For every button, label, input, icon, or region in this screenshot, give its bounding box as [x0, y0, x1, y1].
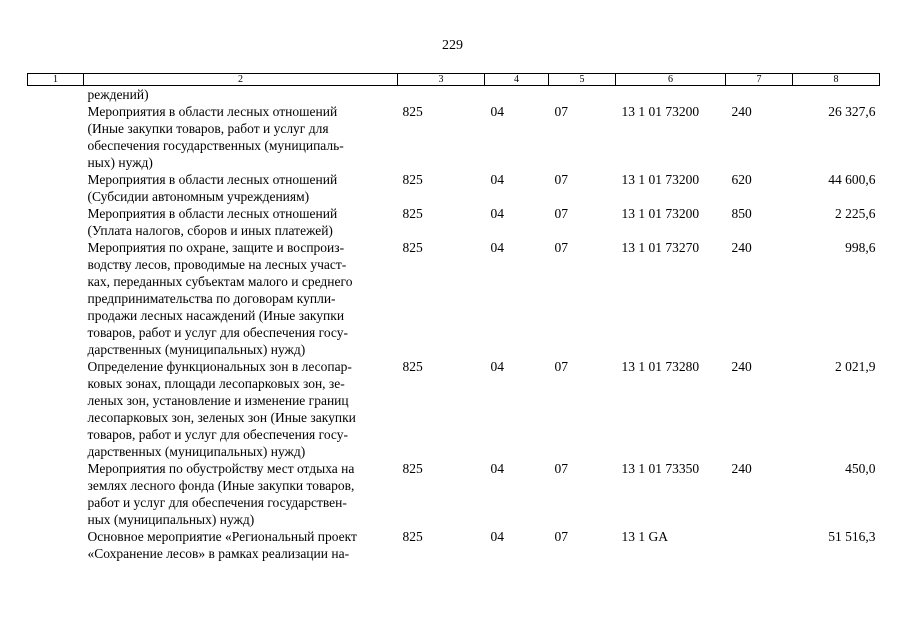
- description-line: работ и услуг для обеспечения государствен-: [87, 495, 347, 510]
- row-section: 04: [490, 240, 504, 255]
- row-section: [485, 86, 549, 104]
- description-line: (Уплата налогов, сборов и иных платежей): [87, 223, 333, 238]
- row-ministry-code: 825: [402, 240, 423, 255]
- row-amount: 2 021,9: [835, 359, 876, 374]
- header-col-1: 1: [28, 74, 84, 86]
- row-ministry-code: 825: [402, 104, 423, 119]
- row-subsection: 07: [554, 359, 568, 374]
- description-line: Мероприятия в области лесных отношений: [87, 172, 338, 187]
- header-col-4: 4: [485, 74, 549, 86]
- row-section: 04: [490, 104, 504, 119]
- row-target-article: 13 1 01 73200: [621, 104, 700, 119]
- row-subsection: [549, 86, 616, 104]
- description-line: товаров, работ и услуг для обеспечения госу-: [87, 325, 348, 340]
- row-section: 04: [490, 206, 504, 221]
- description-line: предпринимательства по договорам купли-: [87, 291, 336, 306]
- table-row: [28, 460, 880, 528]
- row-amount: 998,6: [845, 240, 876, 255]
- description-line: Основное мероприятие «Региональный проект: [87, 529, 357, 544]
- row-description: [84, 205, 398, 239]
- header-col-8: 8: [793, 74, 880, 86]
- row-subsection: 07: [554, 240, 568, 255]
- description-line: дарственных (муниципальных) нужд): [87, 444, 306, 459]
- table-body: [28, 86, 880, 563]
- description-line: ковых зонах, площади лесопарковых зон, зе-: [87, 376, 345, 391]
- row-col-1: [28, 103, 84, 171]
- description-line: «Сохранение лесов» в рамках реализации на-: [87, 546, 350, 561]
- row-section: 04: [490, 359, 504, 374]
- header-col-2: 2: [84, 74, 398, 86]
- row-expense-type: 240: [731, 240, 752, 255]
- description-line: продажи лесных насаждений (Иные закупки: [87, 308, 345, 323]
- row-col-1: [28, 358, 84, 460]
- row-subsection: 07: [554, 206, 568, 221]
- row-col-1: [28, 171, 84, 205]
- page-number: 229: [442, 38, 463, 53]
- row-subsection: 07: [554, 172, 568, 187]
- row-amount: 2 225,6: [835, 206, 876, 221]
- description-line: Мероприятия в области лесных отношений: [87, 104, 338, 119]
- row-ministry-code: 825: [402, 359, 423, 374]
- description-line: ных) нужд): [87, 155, 153, 170]
- row-subsection: 07: [554, 104, 568, 119]
- row-col-1: [28, 86, 84, 104]
- description-line: лесопарковых зон, зеленых зон (Иные закупки: [87, 410, 356, 425]
- row-amount: 44 600,6: [828, 172, 876, 187]
- table-row: [28, 358, 880, 460]
- row-expense-type: 240: [731, 359, 752, 374]
- header-col-7: 7: [726, 74, 793, 86]
- row-col-1: [28, 528, 84, 562]
- row-amount: [793, 86, 880, 104]
- row-ministry-code: 825: [402, 529, 423, 544]
- description-line: Определение функциональных зон в лесопар-: [87, 359, 352, 374]
- description-line: водству лесов, проводимые на лесных участ-: [87, 257, 347, 272]
- description-line: (Субсидии автономным учреждениям): [87, 189, 310, 204]
- description-line: ных (муниципальных) нужд): [87, 512, 255, 527]
- description-line: землях лесного фонда (Иные закупки товаров,: [87, 478, 355, 493]
- row-col-1: [28, 239, 84, 358]
- row-expense-type: 620: [731, 172, 752, 187]
- budget-table: [27, 73, 880, 562]
- description-line: реждений): [87, 87, 149, 102]
- row-target-article: 13 1 GA: [621, 529, 668, 544]
- row-description: [84, 86, 398, 104]
- table-row: [28, 171, 880, 205]
- row-description: [84, 460, 398, 528]
- row-ministry-code: 825: [402, 172, 423, 187]
- row-expense-type: 240: [731, 461, 752, 476]
- row-expense-type: [726, 86, 793, 104]
- description-line: ках, переданных субъектам малого и среднего: [87, 274, 353, 289]
- row-description: [84, 528, 398, 562]
- description-line: товаров, работ и услуг для обеспечения госу-: [87, 427, 348, 442]
- row-section: 04: [490, 529, 504, 544]
- row-description: [84, 358, 398, 460]
- row-amount: 26 327,6: [828, 104, 876, 119]
- table-row: [28, 205, 880, 239]
- row-amount: 450,0: [845, 461, 876, 476]
- row-description: [84, 103, 398, 171]
- description-line: (Иные закупки товаров, работ и услуг для: [87, 121, 329, 136]
- row-target-article: 13 1 01 73280: [621, 359, 700, 374]
- description-line: дарственных (муниципальных) нужд): [87, 342, 306, 357]
- description-line: Мероприятия в области лесных отношений: [87, 206, 338, 221]
- row-section: 04: [490, 172, 504, 187]
- table-row: [28, 239, 880, 358]
- row-ministry-code: 825: [402, 461, 423, 476]
- row-expense-type: 850: [731, 206, 752, 221]
- table-row: [28, 528, 880, 562]
- row-target-article: 13 1 01 73200: [621, 172, 700, 187]
- header-col-3: 3: [398, 74, 485, 86]
- table-row: [28, 103, 880, 171]
- row-description: [84, 239, 398, 358]
- row-description: [84, 171, 398, 205]
- row-target-article: [616, 86, 726, 104]
- description-line: леных зон, установление и изменение границ: [87, 393, 349, 408]
- row-target-article: 13 1 01 73270: [621, 240, 700, 255]
- row-target-article: 13 1 01 73350: [621, 461, 700, 476]
- row-ministry-code: 825: [402, 206, 423, 221]
- row-expense-type: [726, 528, 793, 562]
- table-row: [28, 86, 880, 104]
- header-col-5: 5: [549, 74, 616, 86]
- row-subsection: 07: [554, 529, 568, 544]
- description-line: обеспечения государственных (муниципаль-: [87, 138, 344, 153]
- row-subsection: 07: [554, 461, 568, 476]
- row-col-1: [28, 460, 84, 528]
- row-expense-type: 240: [731, 104, 752, 119]
- row-target-article: 13 1 01 73200: [621, 206, 700, 221]
- description-line: Мероприятия по обустройству мест отдыха на: [87, 461, 355, 476]
- row-section: 04: [490, 461, 504, 476]
- header-row: [28, 74, 880, 86]
- row-amount: 51 516,3: [828, 529, 876, 544]
- header-col-6: 6: [616, 74, 726, 86]
- description-line: Мероприятия по охране, защите и воспроиз-: [87, 240, 345, 255]
- row-ministry-code: [398, 86, 485, 104]
- row-col-1: [28, 205, 84, 239]
